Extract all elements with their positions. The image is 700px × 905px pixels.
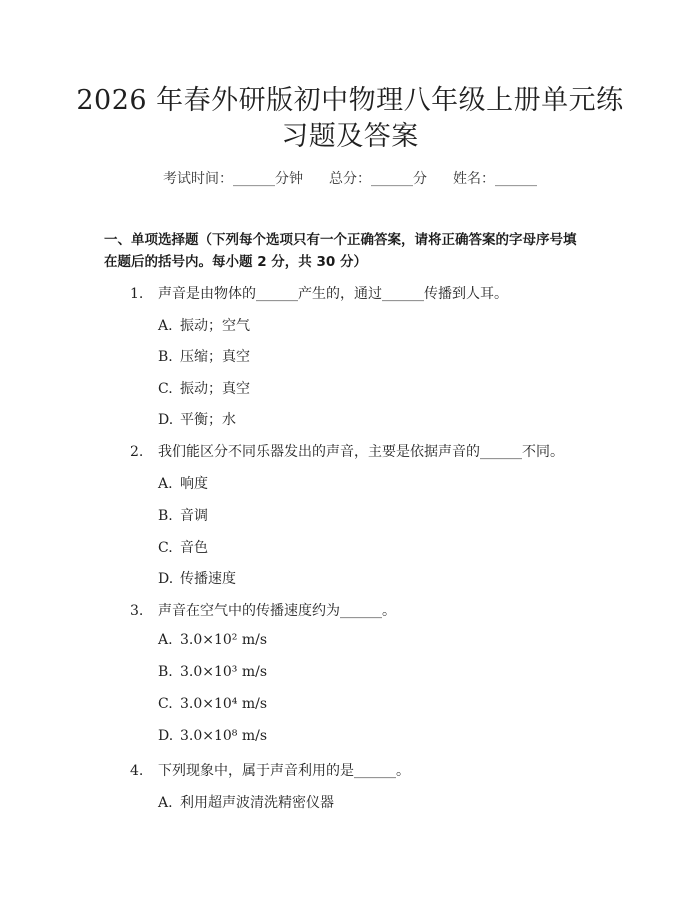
question-2: [130, 441, 564, 461]
option-letter: A.: [158, 632, 173, 648]
option-text: 音调: [180, 508, 208, 524]
option-letter: C.: [158, 696, 173, 712]
question-text: 我们能区分不同乐器发出的声音，主要是依据声音的______不同。: [158, 444, 564, 460]
option-item: [158, 473, 208, 493]
option-item: [158, 696, 267, 712]
option-text: 3.0×10² m/s: [180, 632, 268, 648]
option-item: [158, 378, 250, 398]
option-text: 平衡；水: [180, 412, 236, 428]
option-item: [158, 346, 250, 366]
option-text: 音色: [180, 540, 208, 556]
option-text: 传播速度: [180, 571, 236, 587]
option-letter: D.: [158, 728, 174, 744]
question-1: [130, 283, 508, 303]
option-letter: D.: [158, 571, 174, 587]
name-field: 姓名：______: [453, 171, 537, 187]
question-number: 2.: [130, 444, 144, 460]
question-number: 3.: [130, 603, 144, 619]
option-item: [158, 505, 208, 525]
option-letter: D.: [158, 412, 174, 428]
option-item: [158, 409, 236, 429]
option-item: [158, 315, 250, 335]
section-heading-line-1: 一、单项选择题（下列每个选项只有一个正确答案，请将正确答案的字母序号填: [104, 232, 577, 248]
option-letter: A.: [158, 318, 173, 334]
question-text: 声音在空气中的传播速度约为______。: [158, 603, 396, 619]
option-item: [158, 537, 208, 557]
option-item: [158, 664, 267, 680]
option-text: 3.0×10⁴ m/s: [180, 696, 268, 712]
option-text: 压缩；真空: [180, 349, 250, 365]
option-item: [158, 728, 267, 744]
question-text: 下列现象中，属于声音利用的是______。: [158, 763, 410, 779]
option-text: 3.0×10³ m/s: [180, 664, 268, 680]
option-letter: A.: [158, 476, 173, 492]
option-text: 振动；真空: [180, 381, 250, 397]
question-3: [130, 600, 396, 620]
question-4: [130, 760, 410, 780]
question-number: 1.: [130, 286, 144, 302]
document-title-line-1: 2026 年春外研版初中物理八年级上册单元练: [76, 85, 624, 116]
option-item: [158, 632, 267, 648]
total-score-field: 总分：______分: [329, 171, 427, 187]
question-number: 4.: [130, 763, 144, 779]
option-letter: B.: [158, 664, 173, 680]
section-heading: [104, 229, 604, 273]
option-text: 响度: [180, 476, 208, 492]
option-letter: A.: [158, 795, 173, 811]
option-text: 利用超声波清洗精密仪器: [180, 795, 334, 811]
option-text: 振动；空气: [180, 318, 250, 334]
option-letter: C.: [158, 540, 173, 556]
section-heading-line-2: 在题后的括号内。每小题 2 分，共 30 分）: [104, 254, 367, 270]
option-letter: B.: [158, 349, 173, 365]
option-letter: B.: [158, 508, 173, 524]
exam-time-field: 考试时间：______分钟: [163, 171, 303, 187]
option-item: [158, 792, 334, 812]
option-item: [158, 568, 236, 588]
question-text: 声音是由物体的______产生的，通过______传播到人耳。: [158, 286, 508, 302]
option-text: 3.0×10⁸ m/s: [180, 728, 268, 744]
document-title-line-2: 习题及答案: [281, 121, 419, 152]
exam-info-line: [0, 168, 700, 188]
option-letter: C.: [158, 381, 173, 397]
